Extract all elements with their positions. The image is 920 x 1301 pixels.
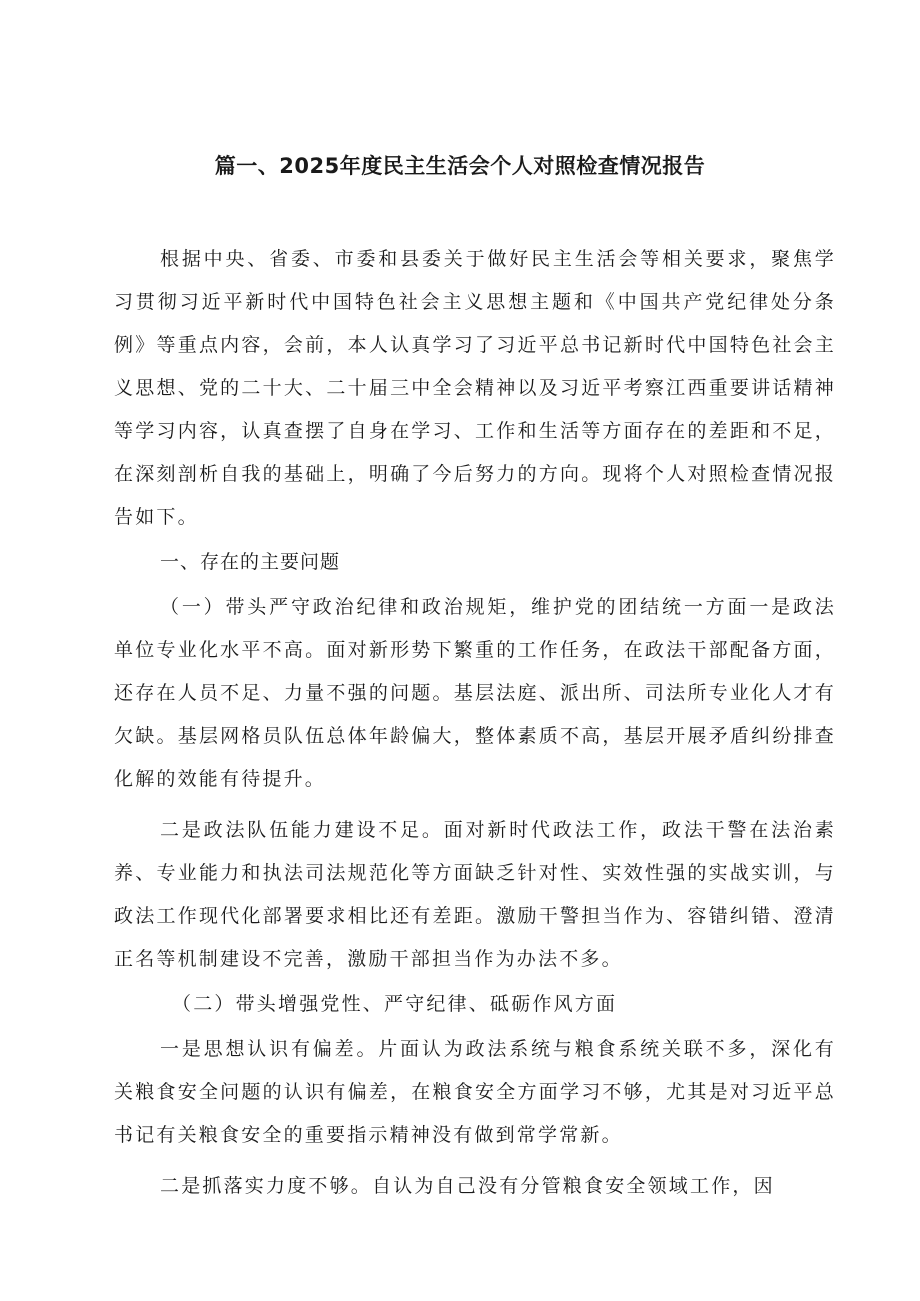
document-title: 篇一、2025年度民主生活会个人对照检查情况报告	[214, 154, 706, 178]
paragraph-implementation: 二是抓落实力度不够。自认为自己没有分管粮食安全领域工作，因	[160, 1175, 775, 1197]
section-heading-main-problems: 一、存在的主要问题	[160, 551, 341, 573]
intro-paragraph: 根据中央、省委、市委和县委关于做好民主生活会等相关要求，聚焦学习贯彻习近平新时代中国特色社会主义思想主题和《中国共产党纪律处分条例》等重点内容，会前，本人认真学习了习近平总书记新时代中国特色社会主义思想、党的二十大、二十届三中全会精神以及习近平考察江西重要讲话精神等学习内容，认真查摆了自身在学习、工作和生活等方面存在的差距和不足，在深刻剖析自我的基础上，明确了今后努力的方向。现将个人对照检查情况报告如下。	[114, 248, 836, 528]
subsection-1-paragraph: （一）带头严守政治纪律和政治规矩，维护党的团结统一方面一是政法单位专业化水平不高。面对新形势下繁重的工作任务，在政法干部配备方面，还存在人员不足、力量不强的问题。基层法庭、派出所、司法所专业化人才有欠缺。基层网格员队伍总体年龄偏大，整体素质不高，基层开展矛盾纠纷排查化解的效能有待提升。	[114, 596, 836, 790]
paragraph-team-capability: 二是政法队伍能力建设不足。面对新时代政法工作，政法干警在法治素养、专业能力和执法司法规范化等方面缺乏针对性、实效性强的实战实训，与政法工作现代化部署要求相比还有差距。激励干警担当作为、容错纠错、澄清正名等机制建设不完善，激励干部担当作为办法不多。	[114, 819, 836, 970]
paragraph-ideological-understanding: 一是思想认识有偏差。片面认为政法系统与粮食系统关联不多，深化有关粮食安全问题的认识有偏差，在粮食安全方面学习不够，尤其是对习近平总书记有关粮食安全的重要指示精神没有做到常学常新。	[114, 1038, 836, 1146]
document-body	[114, 238, 836, 1208]
subsection-2-heading: （二）带头增强党性、严守纪律、砥砺作风方面	[172, 993, 618, 1015]
